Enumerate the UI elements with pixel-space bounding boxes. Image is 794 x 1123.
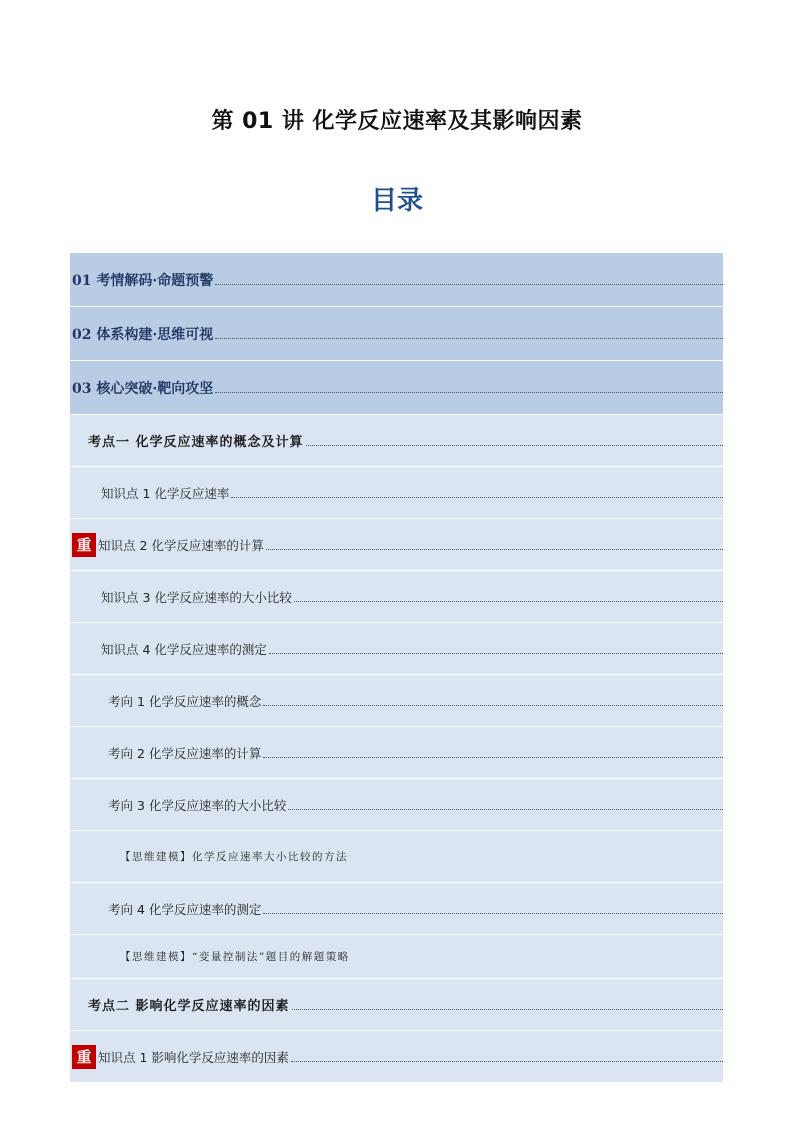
dot-leader bbox=[215, 392, 723, 393]
toc-direction-1[interactable] bbox=[70, 675, 723, 727]
dot-leader bbox=[288, 809, 723, 810]
toc-section-label: 01 考情解码·命题预警 bbox=[72, 272, 214, 289]
toc-knowledge-point-4[interactable] bbox=[70, 623, 723, 675]
dot-leader bbox=[292, 1009, 723, 1010]
toc-knowledge-point-1[interactable] bbox=[70, 467, 723, 519]
toc-section-03[interactable] bbox=[70, 361, 723, 415]
toc-exam-point-1[interactable] bbox=[70, 415, 723, 467]
dot-leader bbox=[294, 601, 723, 602]
toc-knowledge-point-5[interactable] bbox=[70, 1031, 723, 1083]
toc-section-label: 03 核心突破·靶向攻坚 bbox=[72, 380, 214, 397]
toc-item-label: 【思维建模】“变量控制法”题目的解题策略 bbox=[120, 951, 350, 963]
dot-leader bbox=[266, 549, 723, 550]
key-point-badge: 重 bbox=[72, 1045, 96, 1069]
toc-item-label: 【思维建模】化学反应速率大小比较的方法 bbox=[120, 851, 348, 863]
document-title: 第 01 讲 化学反应速率及其影响因素 bbox=[211, 109, 583, 134]
dot-leader bbox=[215, 338, 723, 339]
toc-item-label: 考向 2 化学反应速率的计算 bbox=[108, 745, 262, 761]
toc-section-label: 02 体系构建·思维可视 bbox=[72, 326, 214, 343]
table-of-contents bbox=[70, 253, 723, 1083]
toc-knowledge-point-2[interactable] bbox=[70, 519, 723, 571]
toc-item-label: 考点一 化学反应速率的概念及计算 bbox=[88, 435, 304, 450]
toc-item-label: 知识点 2 化学反应速率的计算 bbox=[98, 537, 264, 553]
dot-leader bbox=[263, 757, 723, 758]
toc-knowledge-point-3[interactable] bbox=[70, 571, 723, 623]
dot-leader bbox=[231, 497, 723, 498]
toc-item-label: 考点二 影响化学反应速率的因素 bbox=[88, 999, 290, 1014]
toc-item-label: 知识点 1 影响化学反应速率的因素 bbox=[98, 1049, 289, 1065]
toc-item-label: 考向 4 化学反应速率的测定 bbox=[108, 901, 262, 917]
toc-direction-4[interactable] bbox=[70, 883, 723, 935]
toc-item-label: 知识点 3 化学反应速率的大小比较 bbox=[101, 589, 292, 605]
key-point-badge: 重 bbox=[72, 533, 96, 557]
toc-direction-3[interactable] bbox=[70, 779, 723, 831]
toc-exam-point-2[interactable] bbox=[70, 979, 723, 1031]
toc-item-label: 考向 3 化学反应速率的大小比较 bbox=[108, 797, 287, 813]
dot-leader bbox=[306, 445, 723, 446]
toc-section-01[interactable] bbox=[70, 253, 723, 307]
toc-thinking-model-2[interactable] bbox=[70, 935, 723, 979]
dot-leader bbox=[291, 1061, 723, 1062]
dot-leader bbox=[263, 913, 723, 914]
toc-item-label: 考向 1 化学反应速率的概念 bbox=[108, 693, 262, 709]
toc-item-label: 知识点 4 化学反应速率的测定 bbox=[101, 641, 267, 657]
toc-direction-2[interactable] bbox=[70, 727, 723, 779]
toc-section-02[interactable] bbox=[70, 307, 723, 361]
dot-leader bbox=[215, 284, 723, 285]
toc-thinking-model-1[interactable] bbox=[70, 831, 723, 883]
toc-item-label: 知识点 1 化学反应速率 bbox=[101, 485, 230, 501]
dot-leader bbox=[263, 705, 723, 706]
toc-heading: 目录 bbox=[370, 186, 423, 216]
dot-leader bbox=[269, 653, 723, 654]
